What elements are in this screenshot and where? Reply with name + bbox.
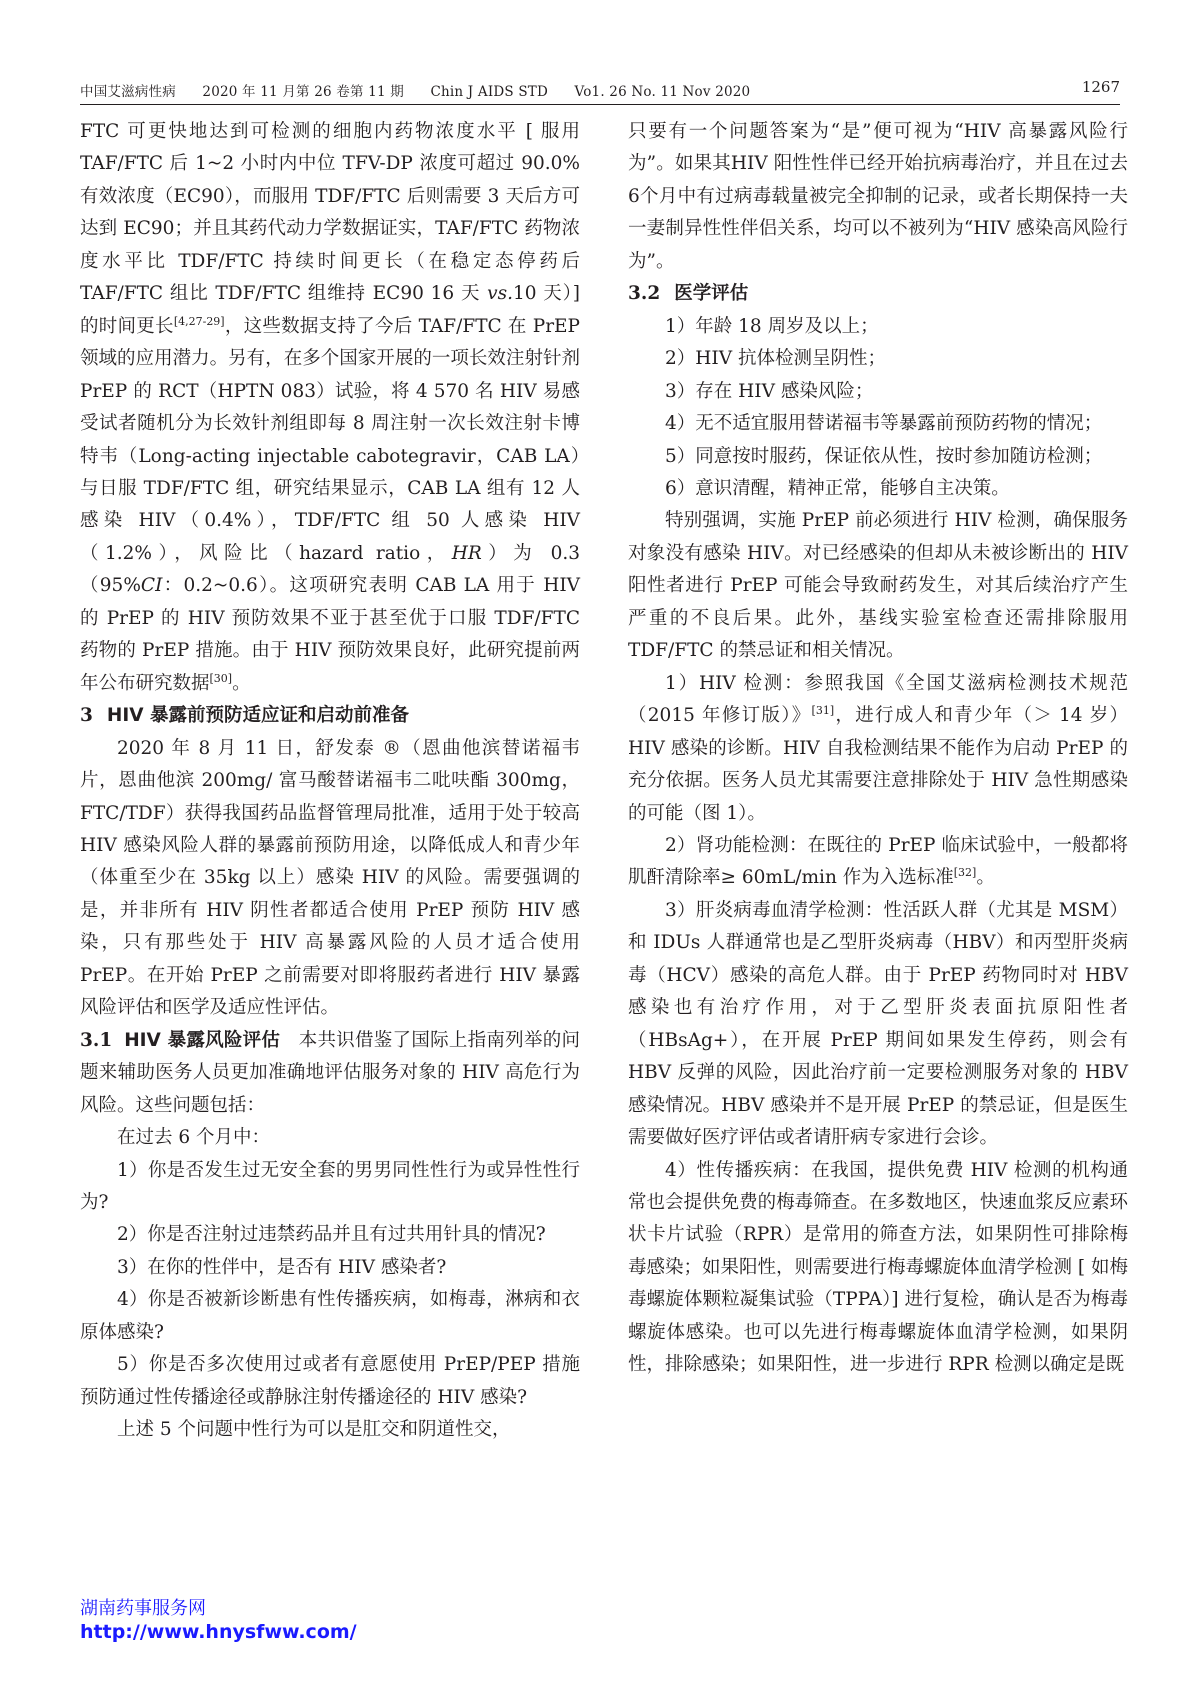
citation-ref[interactable]: [30] (209, 671, 233, 685)
running-header (80, 74, 1120, 106)
subsection-heading: 3.1 HIV 暴露风险评估 (80, 1029, 281, 1051)
header-divider (80, 104, 1120, 105)
journal-name-en: Chin J AIDS STD (430, 84, 548, 100)
paragraph: 上述 5 个问题中性行为可以是肛交和阴道性交， (117, 1419, 511, 1441)
list-item: 1）你是否发生过无安全套的男男同性性行为或异性性行为? (80, 1159, 580, 1213)
paragraph: 只要有一个问题答案为“是”便可视为“HIV 高暴露风险行为”。如果其HIV 阳性性伴已经开始抗病毒治疗，并且在过去6个月中有过病毒载量被完全抑制的记录，或者长期保持一夫一妻制异性性伴侣关系，均可以不被列为“HIV 感染高风险行为”。 (628, 121, 1128, 272)
journal-citation (80, 80, 772, 100)
list-item: 4）性传播疾病：在我国，提供免费 HIV 检测的机构通常也会提供免费的梅毒筛查。在多数地区，快速血浆反应素环状卡片试验（RPR）是常用的筛查方法，如果阴性可排除梅毒感染；如果阳性，则需要进行梅毒螺旋体血清学检测 [ 如梅毒螺旋体颗粒凝集试验（TPPA）] 进行复检，确认是否为梅毒螺旋体感染。也可以先进行梅毒螺旋体血清学检测，如果阴性，排除感染；如果阳性，进一步进行 RPR 检测以确定是既 (628, 1159, 1128, 1376)
list-item: 2）肾功能检测：在既往的 PrEP 临床试验中，一般都将肌酐清除率≥ 60mL/min 作为入选标准[32]。 (628, 834, 1128, 889)
paragraph: FTC 可更快地达到可检测的细胞内药物浓度水平 [ 服用 TAF/FTC 后 1~2 小时内中位 TFV-DP 浓度可超过 90.0% 有效浓度（EC90），而服用 TDF/FTC 后则需要 3 天后方可达到 EC90；并且其药代动力学数据证实，TAF/FTC 药物浓度水平比 TDF/FTC 持续时间更长（在稳定态停药后 TAF/FTC 组比 TDF/FTC 组维持 EC90 16 天 vs.10 天）] 的时间更长[4,27-29]，这些数据支持了今后 TAF/FTC 在 PrEP 领域的应用潜力。另有，在多个国家开展的一项长效注射针剂 PrEP 的 RCT（HPTN 083）试验，将 4 570 名 HIV 易感受试者随机分为长效针剂组即每 8 周注射一次长效注射卡博特韦（Long-acting injectable cabotegravir，CAB LA）与日服 TDF/FTC 组，研究结果显示，CAB LA 组有 12 人感染 HIV（0.4%），TDF/FTC 组 50 人感染 HIV（1.2%），风险比（hazard ratio，HR）为 0.3（95%CI：0.2~0.6）。这项研究表明 CAB LA 用于 HIV 的 PrEP 的 HIV 预防效果不亚于甚至优于口服 TDF/FTC 药物的 PrEP 措施。由于 HIV 预防效果良好，此研究提前两年公布研究数据[30]。 (80, 121, 581, 694)
section-heading: 3 HIV 暴露前预防适应证和启动前准备 (80, 705, 410, 727)
watermark-site-name: 湖南药事服务网 (80, 1598, 206, 1619)
issue-en: Vo1. 26 No. 11 Nov 2020 (574, 84, 751, 100)
list-item: 1）HIV 检测：参照我国《全国艾滋病检测技术规范（2015 年修订版）》[31]，进行成人和青少年（＞ 14 岁）HIV 感染的诊断。HIV 自我检测结果不能作为启动 PrEP 的充分依据。医务人员尤其需要注意排除处于 HIV 急性期感染的可能（图 1）。 (628, 672, 1128, 824)
citation-ref[interactable]: [4,27-29] (173, 314, 225, 328)
page-number: 1267 (1081, 78, 1120, 96)
watermark (80, 1598, 480, 1644)
paragraph: 2020 年 8 月 11 日，舒发泰 ®（恩曲他滨替诺福韦片，恩曲他滨 200mg/ 富马酸替诺福韦二吡呋酯 300mg，FTC/TDF）获得我国药品监督管理局批准，适用于处于较高 HIV 感染风险人群的暴露前预防用途，以降低成人和青少年（体重至少在 35kg 以上）感染 HIV 的风险。需要强调的是，并非所有 HIV 阴性者都适合使用 PrEP 预防 HIV 感染，只有那些处于 HIV 高暴露风险的人员才适合使用 PrEP。在开始 PrEP 之前需要对即将服药者进行 HIV 暴露风险评估和医学及适应性评估。 (80, 737, 580, 1019)
list-item: 3）在你的性伴中，是否有 HIV 感染者? (117, 1256, 447, 1278)
list-item: 2）HIV 抗体检测呈阴性； (665, 348, 886, 370)
subsection-heading: 3.2 医学评估 (628, 283, 749, 305)
list-item: 3）肝炎病毒血清学检测：性活跃人群（尤其是 MSM）和 IDUs 人群通常也是乙型肝炎病毒（HBV）和丙型肝炎病毒（HCV）感染的高危人群。由于 PrEP 药物同时对 HBV 感染也有治疗作用，对于乙型肝炎表面抗原阳性者（HBsAg+），在开展 PrEP 期间如果发生停药，则会有 HBV 反弹的风险，因此治疗前一定要检测服务对象的 HBV 感染情况。HBV 感染并不是开展 PrEP 的禁忌证，但是医生需要做好医疗评估或者请肝病专家进行会诊。 (628, 899, 1128, 1149)
list-item: 1）年龄 18 周岁及以上； (665, 315, 879, 337)
list-item: 3）存在 HIV 感染风险； (665, 380, 874, 402)
issue-cn: 2020 年 11 月第 26 卷第 11 期 (202, 84, 404, 100)
list-item: 5）同意按时服药，保证依从性，按时参加随访检测； (665, 445, 1103, 467)
paragraph: 在过去 6 个月中： (117, 1127, 271, 1149)
right-column (628, 116, 1128, 1382)
paragraph: 3.1 HIV 暴露风险评估 本共识借鉴了国际上指南列举的问题来辅助医务人员更加准确地评估服务对象的 HIV 高危行为风险。这些问题包括： (80, 1029, 580, 1116)
list-item: 2）你是否注射过违禁药品并且有过共用针具的情况? (117, 1224, 546, 1246)
list-item: 5）你是否多次使用过或者有意愿使用 PrEP/PEP 措施预防通过性传播途径或静脉注射传播途径的 HIV 感染? (80, 1354, 580, 1408)
watermark-url[interactable]: http://www.hnysfww.com/ (80, 1621, 357, 1643)
left-column (80, 116, 580, 1447)
citation-ref[interactable]: [31] (811, 704, 835, 717)
journal-name: 中国艾滋病性病 (80, 84, 176, 100)
list-item: 4）你是否被新诊断患有性传播疾病，如梅毒，淋病和衣原体感染? (80, 1289, 580, 1343)
list-item: 6）意识清醒，精神正常，能够自主决策。 (665, 477, 1010, 499)
list-item: 4）无不适宜服用替诺福韦等暴露前预防药物的情况； (665, 413, 1103, 435)
citation-ref[interactable]: [32] (953, 866, 977, 880)
paragraph: 特别强调，实施 PrEP 前必须进行 HIV 检测，确保服务对象没有感染 HIV。对已经感染的但却从未被诊断出的 HIV 阳性者进行 PrEP 可能会导致耐药发生，对其后续治疗产生严重的不良后果。此外，基线实验室检查还需排除服用 TDF/FTC 的禁忌证和相关情况。 (628, 510, 1128, 662)
